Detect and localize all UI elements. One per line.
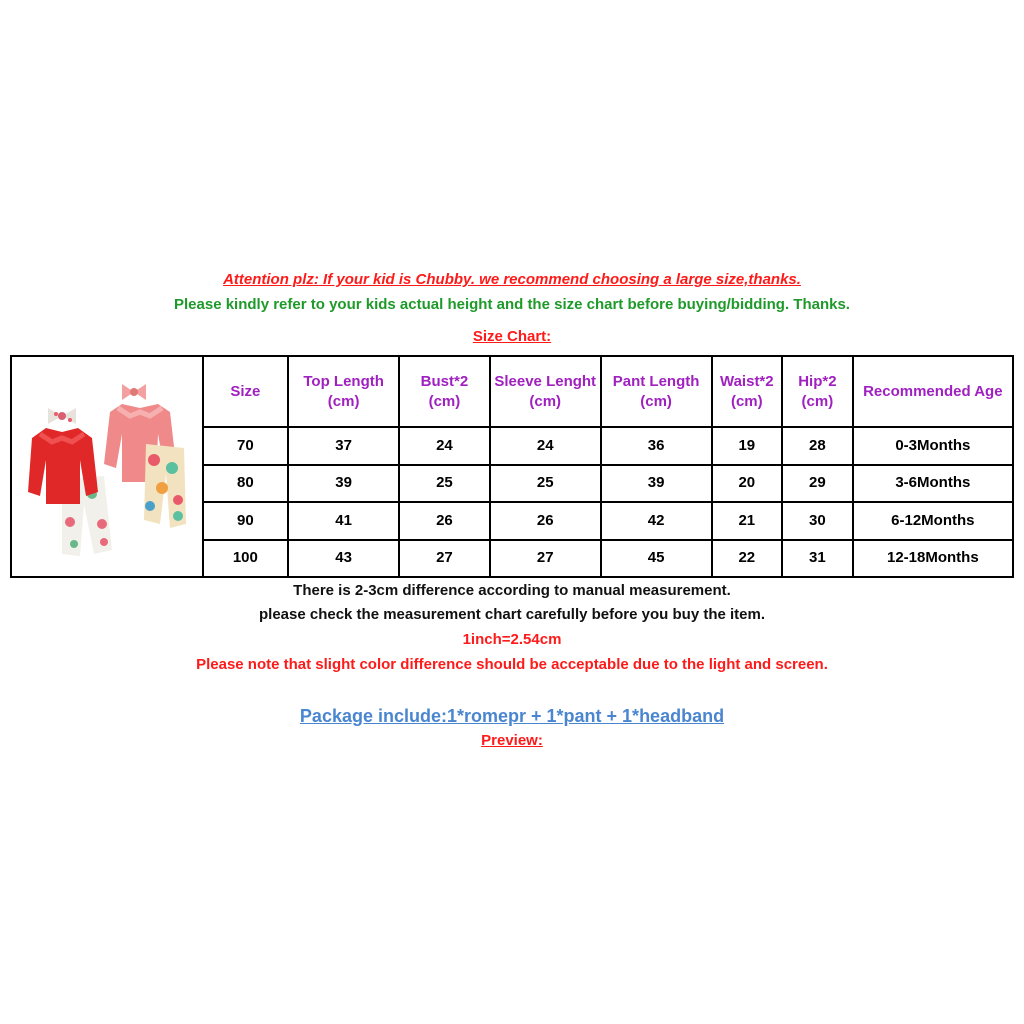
cell-pant-length: 36	[601, 427, 712, 464]
header-bust: Bust*2 (cm)	[399, 356, 490, 427]
table-header-row	[11, 356, 1013, 427]
cell-hip: 30	[782, 502, 853, 539]
cell-top-length: 37	[288, 427, 399, 464]
inch-conversion-note: 1inch=2.54cm	[462, 631, 562, 648]
size-advice-note: Please kindly refer to your kids actual height and the size chart before buying/bidding. Thanks.	[174, 296, 850, 313]
header-size: Size	[203, 356, 289, 427]
cell-sleeve-length: 25	[490, 465, 601, 502]
cell-bust: 24	[399, 427, 490, 464]
cell-top-length: 43	[288, 540, 399, 578]
header-waist: Waist*2 (cm)	[712, 356, 783, 427]
cell-bust: 26	[399, 502, 490, 539]
cell-sleeve-length: 24	[490, 427, 601, 464]
attention-note: Attention plz: If your kid is Chubby. we recommend choosing a large size,thanks.	[223, 271, 801, 288]
cell-hip: 31	[782, 540, 853, 578]
cell-age: 3-6Months	[853, 465, 1013, 502]
size-chart-title: Size Chart:	[472, 328, 552, 345]
cell-size: 80	[203, 465, 289, 502]
measurement-difference-note: There is 2-3cm difference according to manual measurement.	[293, 582, 731, 599]
size-chart-table	[10, 355, 1014, 578]
red-bow-icon	[48, 408, 76, 424]
cell-top-length: 41	[288, 502, 399, 539]
pink-bow-icon	[122, 384, 146, 400]
check-chart-note: please check the measurement chart carefully before you buy the item.	[258, 606, 765, 623]
product-image	[11, 356, 203, 577]
cell-waist: 20	[712, 465, 783, 502]
cell-top-length: 39	[288, 465, 399, 502]
header-top-length: Top Length (cm)	[288, 356, 399, 427]
cell-bust: 27	[399, 540, 490, 578]
cell-size: 100	[203, 540, 289, 578]
header-hip: Hip*2 (cm)	[782, 356, 853, 427]
package-contents: Package include:1*romepr + 1*pant + 1*headband	[299, 706, 725, 726]
clothing-set-illustration	[22, 364, 192, 564]
cell-bust: 25	[399, 465, 490, 502]
header-recommended-age: Recommended Age	[853, 356, 1013, 427]
preview-heading: Preview:	[481, 732, 543, 749]
header-pant-length: Pant Length (cm)	[601, 356, 712, 427]
cell-size: 90	[203, 502, 289, 539]
cell-sleeve-length: 27	[490, 540, 601, 578]
cell-waist: 21	[712, 502, 783, 539]
cell-pant-length: 45	[601, 540, 712, 578]
cell-pant-length: 42	[601, 502, 712, 539]
cell-pant-length: 39	[601, 465, 712, 502]
cell-hip: 29	[782, 465, 853, 502]
red-romper-icon	[28, 428, 98, 504]
cell-age: 12-18Months	[853, 540, 1013, 578]
cell-waist: 22	[712, 540, 783, 578]
cell-waist: 19	[712, 427, 783, 464]
cell-age: 0-3Months	[853, 427, 1013, 464]
cell-sleeve-length: 26	[490, 502, 601, 539]
color-difference-note: Please note that slight color difference should be acceptable due to the light and screen.	[196, 656, 828, 673]
cell-size: 70	[203, 427, 289, 464]
cell-age: 6-12Months	[853, 502, 1013, 539]
header-sleeve-length: Sleeve Lenght (cm)	[490, 356, 601, 427]
floral-pants-colorful-icon	[144, 444, 186, 528]
cell-hip: 28	[782, 427, 853, 464]
